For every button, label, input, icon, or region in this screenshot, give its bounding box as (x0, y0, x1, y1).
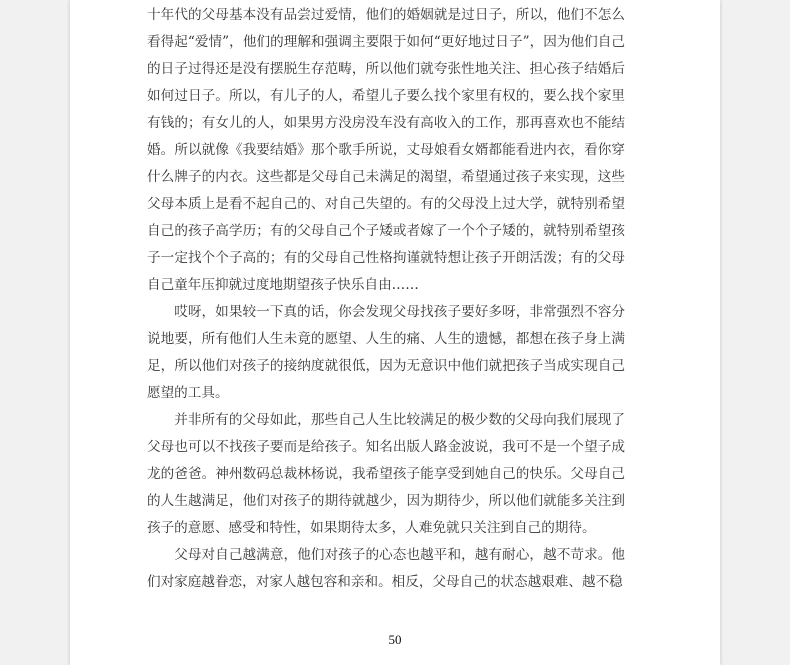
paragraph-4: 父母对自己越满意，他们对孩子的心态也越平和，越有耐心，越不苛求。他们对家庭越眷恋，对家人越包容和亲和。相反，父母自己的状态越艰难、越不稳 (147, 547, 625, 590)
paragraph-3: 并非所有的父母如此，那些自己人生比较满足的极少数的父母向我们展现了父母也可以不找孩子要而是给孩子。知名出版人路金波说，我可不是一个望子成龙的爸爸。神州数码总裁林杨说，我希望孩子能享受到她自己的快乐。父母自己的人生越满足，他们对孩子的期待就越少，因为期待少，所以他们就能多关注到孩子的意愿、感受和特性，如果期待太多，人难免就只关注到自己的期待。 (147, 412, 625, 536)
paragraph-2: 哎呀，如果较一下真的话，你会发现父母找孩子要好多呀，非常强烈不容分说地要，所有他们人生未竟的愿望、人生的痛、人生的遗憾，都想在孩子身上满足，所以他们对孩子的接纳度就很低，因为无意识中他们就把孩子当成实现自己愿望的工具。 (147, 304, 625, 401)
document-page (70, 0, 720, 665)
body-text (147, 2, 625, 596)
paragraph-1: 十年代的父母基本没有品尝过爱情，他们的婚姻就是过日子，所以，他们不怎么看得起“爱情”，他们的理解和强调主要限于如何“更好地过日子”，因为他们自己的日子过得还是没有摆脱生存范畴，所以他们就夸张性地关注、担心孩子结婚后如何过日子。所以，有儿子的人，希望儿子要么找个家里有权的，要么找个家里有钱的；有女儿的人，如果男方没房没车没有高收入的工作，那再喜欢也不能结婚。所以就像《我要结婚》那个歌手所说，丈母娘看女婿都能看进内衣，看你穿什么牌子的内衣。这些都是父母自己未满足的渴望，希望通过孩子来实现，这些父母本质上是看不起自己的、对自己失望的。有的父母没上过大学，就特别希望自己的孩子高学历；有的父母自己个子矮或者嫁了一个个子矮的，就特别希望孩子一定找个个子高的；有的父母自己性格拘谨就特想让孩子开朗活泼；有的父母自己童年压抑就过度地期望孩子快乐自由…… (147, 7, 625, 293)
page-number: 50 (388, 632, 402, 647)
